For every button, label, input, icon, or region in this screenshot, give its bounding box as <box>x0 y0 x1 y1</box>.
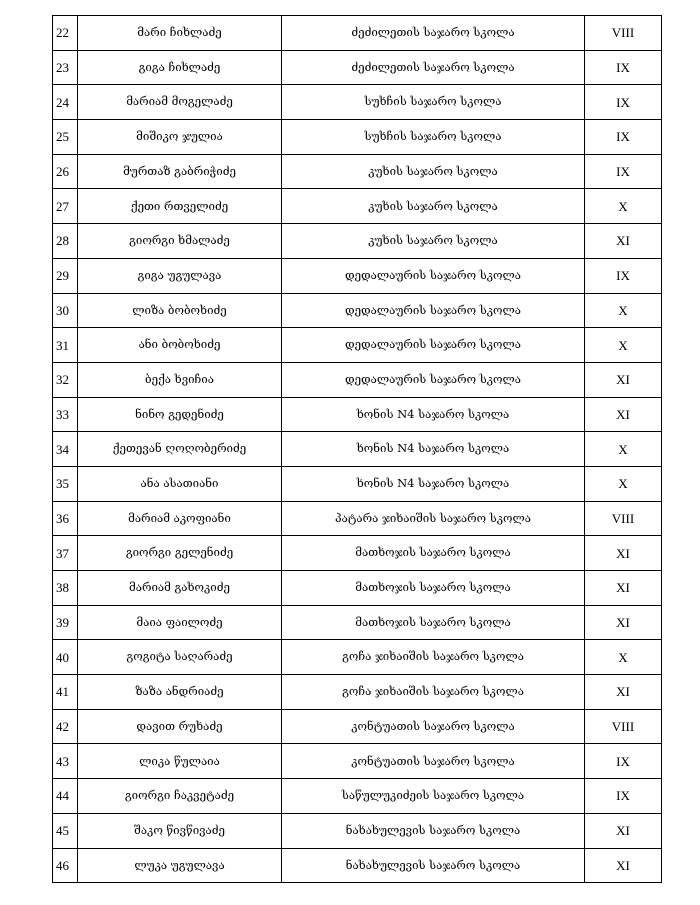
grade-cell: XI <box>585 362 662 397</box>
table-row <box>53 50 662 85</box>
student-name-cell: ქეთევან ღოღობერიძე <box>78 432 282 467</box>
row-number-cell: 36 <box>53 501 78 536</box>
student-name-cell: მარი ჩიხლაძე <box>78 16 282 51</box>
student-name-cell: გიორგი ჩაკვეტაძე <box>78 779 282 814</box>
row-number-cell: 31 <box>53 328 78 363</box>
table-row <box>53 189 662 224</box>
grade-cell: X <box>585 432 662 467</box>
student-name-cell: მიშიკო ჯულია <box>78 120 282 155</box>
school-name-cell: სუხჩის საჯარო სკოლა <box>282 85 585 120</box>
table-row <box>53 293 662 328</box>
student-name-cell: მარიამ გახოკიძე <box>78 571 282 606</box>
row-number-cell: 42 <box>53 709 78 744</box>
grade-cell: VIII <box>585 16 662 51</box>
grade-cell: XI <box>585 536 662 571</box>
row-number-cell: 34 <box>53 432 78 467</box>
school-name-cell: ძეძილეთის საჯარო სკოლა <box>282 16 585 51</box>
student-name-cell: მარიამ აკოფიანი <box>78 501 282 536</box>
table-row <box>53 328 662 363</box>
student-name-cell: გიორგი გელენიძე <box>78 536 282 571</box>
grade-cell: XI <box>585 224 662 259</box>
table-row <box>53 848 662 883</box>
table-row <box>53 224 662 259</box>
row-number-cell: 46 <box>53 848 78 883</box>
student-name-cell: მურთაზ გაბრიჭიძე <box>78 154 282 189</box>
student-name-cell: ნინო გედენიძე <box>78 397 282 432</box>
school-name-cell: გოჩა ჯიხაიშის საჯარო სკოლა <box>282 640 585 675</box>
student-name-cell: ლიზა ბობოხიძე <box>78 293 282 328</box>
student-name-cell: ლუკა უგულავა <box>78 848 282 883</box>
grade-cell: IX <box>585 779 662 814</box>
row-number-cell: 26 <box>53 154 78 189</box>
row-number-cell: 37 <box>53 536 78 571</box>
school-name-cell: პატარა ჯიხაიშის საჯარო სკოლა <box>282 501 585 536</box>
row-number-cell: 27 <box>53 189 78 224</box>
grade-cell: XI <box>585 675 662 710</box>
table-row <box>53 813 662 848</box>
school-name-cell: ნახახულევის საჯარო სკოლა <box>282 848 585 883</box>
school-name-cell: ხონის N4 საჯარო სკოლა <box>282 397 585 432</box>
school-name-cell: კონტუათის საჯარო სკოლა <box>282 744 585 779</box>
school-name-cell: კუხის საჯარო სკოლა <box>282 189 585 224</box>
school-name-cell: კუხის საჯარო სკოლა <box>282 224 585 259</box>
grade-cell: X <box>585 189 662 224</box>
school-name-cell: საწულუკიძეის საჯარო სკოლა <box>282 779 585 814</box>
school-name-cell: დედალაურის საჯარო სკოლა <box>282 258 585 293</box>
school-name-cell: ხონის N4 საჯარო სკოლა <box>282 432 585 467</box>
student-name-cell: გოგიტა საღარაძე <box>78 640 282 675</box>
school-name-cell: ძეძილეთის საჯარო სკოლა <box>282 50 585 85</box>
table-row <box>53 16 662 51</box>
table-row <box>53 154 662 189</box>
student-name-cell: გიგა ჩიხლაძე <box>78 50 282 85</box>
row-number-cell: 24 <box>53 85 78 120</box>
grade-cell: VIII <box>585 501 662 536</box>
table-row <box>53 466 662 501</box>
grade-cell: XI <box>585 848 662 883</box>
row-number-cell: 23 <box>53 50 78 85</box>
student-name-cell: ანი ბობოხიძე <box>78 328 282 363</box>
grade-cell: XI <box>585 571 662 606</box>
student-name-cell: გიგა უგულავა <box>78 258 282 293</box>
student-name-cell: ანა ასათიანი <box>78 466 282 501</box>
grade-cell: IX <box>585 744 662 779</box>
row-number-cell: 44 <box>53 779 78 814</box>
row-number-cell: 35 <box>53 466 78 501</box>
table-row <box>53 258 662 293</box>
student-roster-table <box>52 15 662 883</box>
row-number-cell: 40 <box>53 640 78 675</box>
table-row <box>53 709 662 744</box>
row-number-cell: 28 <box>53 224 78 259</box>
table-row <box>53 432 662 467</box>
school-name-cell: ნახახულევის საჯარო სკოლა <box>282 813 585 848</box>
school-name-cell: დედალაურის საჯარო სკოლა <box>282 362 585 397</box>
school-name-cell: მათხოჯის საჯარო სკოლა <box>282 571 585 606</box>
row-number-cell: 30 <box>53 293 78 328</box>
student-name-cell: დავით რუხაძე <box>78 709 282 744</box>
grade-cell: X <box>585 328 662 363</box>
row-number-cell: 43 <box>53 744 78 779</box>
table-row <box>53 605 662 640</box>
grade-cell: X <box>585 640 662 675</box>
grade-cell: XI <box>585 605 662 640</box>
row-number-cell: 29 <box>53 258 78 293</box>
grade-cell: XI <box>585 813 662 848</box>
grade-cell: X <box>585 466 662 501</box>
school-name-cell: დედალაურის საჯარო სკოლა <box>282 293 585 328</box>
table-row <box>53 501 662 536</box>
grade-cell: IX <box>585 50 662 85</box>
student-name-cell: შაკო წივწივაძე <box>78 813 282 848</box>
row-number-cell: 45 <box>53 813 78 848</box>
school-name-cell: დედალაურის საჯარო სკოლა <box>282 328 585 363</box>
grade-cell: VIII <box>585 709 662 744</box>
school-name-cell: კონტუათის საჯარო სკოლა <box>282 709 585 744</box>
table-row <box>53 85 662 120</box>
grade-cell: X <box>585 293 662 328</box>
grade-cell: IX <box>585 120 662 155</box>
school-name-cell: მათხოჯის საჯარო სკოლა <box>282 605 585 640</box>
student-name-cell: ზაზა ანდრიაძე <box>78 675 282 710</box>
table-row <box>53 640 662 675</box>
student-name-cell: ლიკა წულაია <box>78 744 282 779</box>
row-number-cell: 41 <box>53 675 78 710</box>
student-name-cell: მაია ფაილოძე <box>78 605 282 640</box>
grade-cell: IX <box>585 154 662 189</box>
school-name-cell: კუხის საჯარო სკოლა <box>282 154 585 189</box>
grade-cell: IX <box>585 85 662 120</box>
table-row <box>53 536 662 571</box>
row-number-cell: 22 <box>53 16 78 51</box>
table-row <box>53 571 662 606</box>
table-row <box>53 779 662 814</box>
row-number-cell: 32 <box>53 362 78 397</box>
row-number-cell: 38 <box>53 571 78 606</box>
table-row <box>53 397 662 432</box>
student-name-cell: ქეთი რთველიძე <box>78 189 282 224</box>
school-name-cell: გოჩა ჯიხაიშის საჯარო სკოლა <box>282 675 585 710</box>
grade-cell: IX <box>585 258 662 293</box>
student-name-cell: ბექა ხვიჩია <box>78 362 282 397</box>
table-row <box>53 744 662 779</box>
table-row <box>53 120 662 155</box>
student-name-cell: მარიამ მოგელაძე <box>78 85 282 120</box>
table-row <box>53 362 662 397</box>
row-number-cell: 25 <box>53 120 78 155</box>
school-name-cell: სუხჩის საჯარო სკოლა <box>282 120 585 155</box>
grade-cell: XI <box>585 397 662 432</box>
roster-body <box>53 16 662 883</box>
row-number-cell: 39 <box>53 605 78 640</box>
student-name-cell: გიორგი ხმალაძე <box>78 224 282 259</box>
school-name-cell: ხონის N4 საჯარო სკოლა <box>282 466 585 501</box>
row-number-cell: 33 <box>53 397 78 432</box>
table-row <box>53 675 662 710</box>
school-name-cell: მათხოჯის საჯარო სკოლა <box>282 536 585 571</box>
